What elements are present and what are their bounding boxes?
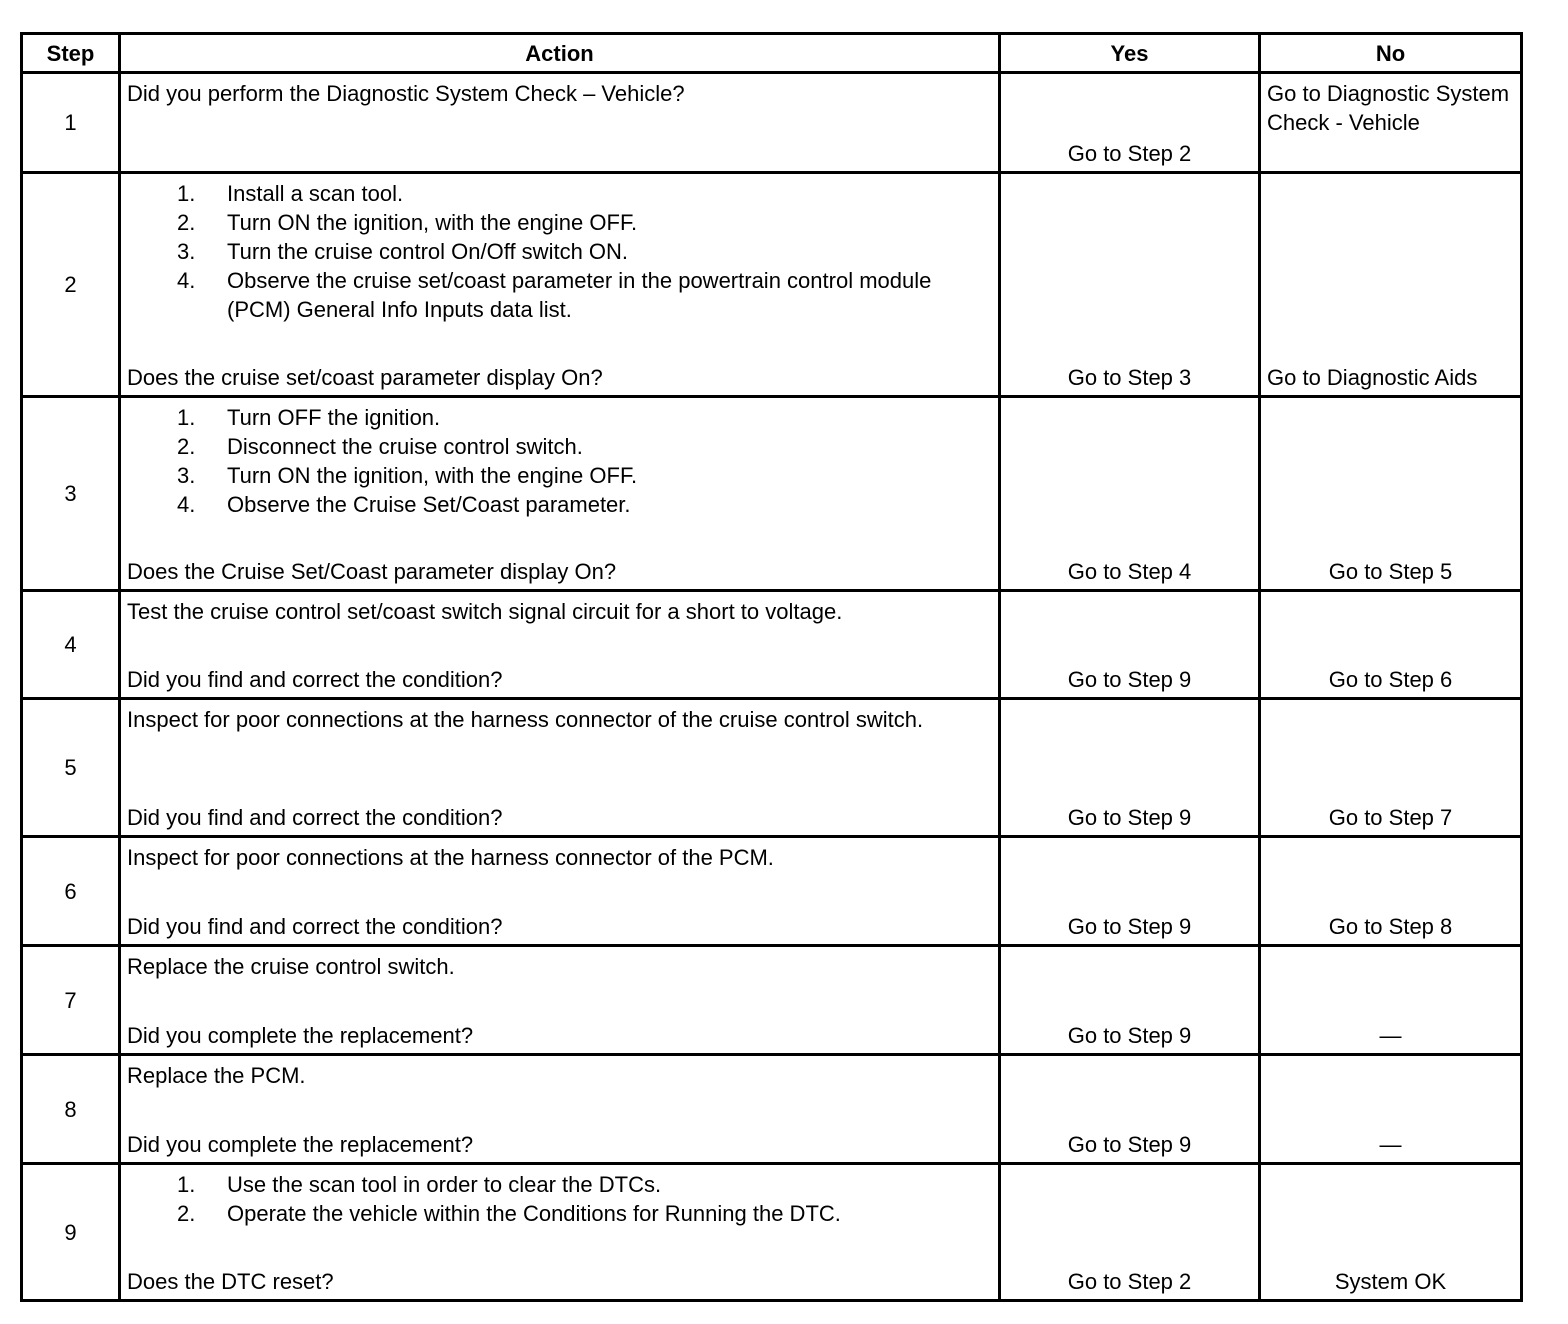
header-action: Action: [120, 34, 1000, 73]
action-step-item: 3. Turn ON the ignition, with the engine OFF.: [177, 463, 638, 488]
no-cell: Go to Step 5: [1260, 397, 1522, 591]
table-row: [22, 1164, 1522, 1301]
action-steps: [127, 403, 992, 519]
yes-cell: Go to Step 9: [1000, 837, 1260, 946]
action-step-item: 1. Turn OFF the ignition.: [177, 405, 441, 430]
table-row: [22, 837, 1522, 946]
action-cell: [120, 1164, 1000, 1301]
action-question: Does the DTC reset?: [127, 1269, 334, 1294]
yes-cell: Go to Step 9: [1000, 946, 1260, 1055]
action-cell: [120, 73, 1000, 173]
action-intro: Inspect for poor connections at the harness connector of the cruise control switch.: [127, 707, 924, 732]
table-row: [22, 73, 1522, 173]
yes-cell: Go to Step 4: [1000, 397, 1260, 591]
action-steps: [127, 1170, 992, 1228]
table-row: [22, 591, 1522, 699]
action-step-item: 1. Install a scan tool.: [177, 181, 404, 206]
no-cell: Go to Step 6: [1260, 591, 1522, 699]
no-cell: Go to Diagnostic Aids: [1260, 173, 1522, 397]
action-question: Did you complete the replacement?: [127, 1132, 474, 1157]
yes-cell: Go to Step 2: [1000, 1164, 1260, 1301]
action-question: Does the cruise set/coast parameter display On?: [127, 365, 603, 390]
header-step: Step: [22, 34, 120, 73]
action-step-item: 4. Observe the cruise set/coast parameter in the powertrain control module (PCM) General Info Inputs data list.: [177, 268, 932, 322]
action-cell: [120, 946, 1000, 1055]
action-cell: [120, 837, 1000, 946]
action-step-item: 2. Operate the vehicle within the Conditions for Running the DTC.: [177, 1201, 841, 1226]
action-question: Did you complete the replacement?: [127, 1023, 474, 1048]
action-intro: Replace the PCM.: [127, 1063, 306, 1088]
no-cell: Go to Step 7: [1260, 699, 1522, 837]
action-cell: [120, 1055, 1000, 1164]
action-cell: [120, 699, 1000, 837]
action-cell: [120, 173, 1000, 397]
step-number: 6: [22, 837, 120, 946]
no-cell: Go to Diagnostic System Check - Vehicle: [1260, 73, 1522, 173]
step-number: 5: [22, 699, 120, 837]
action-intro: Replace the cruise control switch.: [127, 954, 455, 979]
action-question: Did you find and correct the condition?: [127, 667, 503, 692]
table-row: [22, 699, 1522, 837]
action-intro: Test the cruise control set/coast switch signal circuit for a short to voltage.: [127, 599, 843, 624]
action-intro: Did you perform the Diagnostic System Check – Vehicle?: [127, 81, 685, 106]
table-row: [22, 397, 1522, 591]
no-cell: System OK: [1260, 1164, 1522, 1301]
diagnostic-table: [20, 32, 1523, 1302]
action-steps: [127, 179, 992, 324]
table-row: [22, 946, 1522, 1055]
action-question: Does the Cruise Set/Coast parameter display On?: [127, 559, 617, 584]
header-no: No: [1260, 34, 1522, 73]
action-step-item: 3. Turn the cruise control On/Off switch ON.: [177, 239, 629, 264]
table-row: [22, 1055, 1522, 1164]
no-cell: —: [1260, 946, 1522, 1055]
step-number: 1: [22, 73, 120, 173]
step-number: 3: [22, 397, 120, 591]
action-question: Did you find and correct the condition?: [127, 805, 503, 830]
action-step-item: 2. Turn ON the ignition, with the engine OFF.: [177, 210, 638, 235]
yes-cell: Go to Step 3: [1000, 173, 1260, 397]
action-question: Did you find and correct the condition?: [127, 914, 503, 939]
action-step-item: 4. Observe the Cruise Set/Coast parameter.: [177, 492, 631, 517]
step-number: 9: [22, 1164, 120, 1301]
action-step-item: 2. Disconnect the cruise control switch.: [177, 434, 583, 459]
action-cell: [120, 397, 1000, 591]
header-row: [22, 34, 1522, 73]
no-cell: Go to Step 8: [1260, 837, 1522, 946]
step-number: 7: [22, 946, 120, 1055]
action-cell: [120, 591, 1000, 699]
step-number: 8: [22, 1055, 120, 1164]
action-intro: Inspect for poor connections at the harness connector of the PCM.: [127, 845, 774, 870]
action-step-item: 1. Use the scan tool in order to clear the DTCs.: [177, 1172, 662, 1197]
yes-cell: Go to Step 9: [1000, 1055, 1260, 1164]
header-yes: Yes: [1000, 34, 1260, 73]
no-cell: —: [1260, 1055, 1522, 1164]
yes-cell: Go to Step 9: [1000, 699, 1260, 837]
step-number: 2: [22, 173, 120, 397]
step-number: 4: [22, 591, 120, 699]
yes-cell: Go to Step 2: [1000, 73, 1260, 173]
table-row: [22, 173, 1522, 397]
yes-cell: Go to Step 9: [1000, 591, 1260, 699]
